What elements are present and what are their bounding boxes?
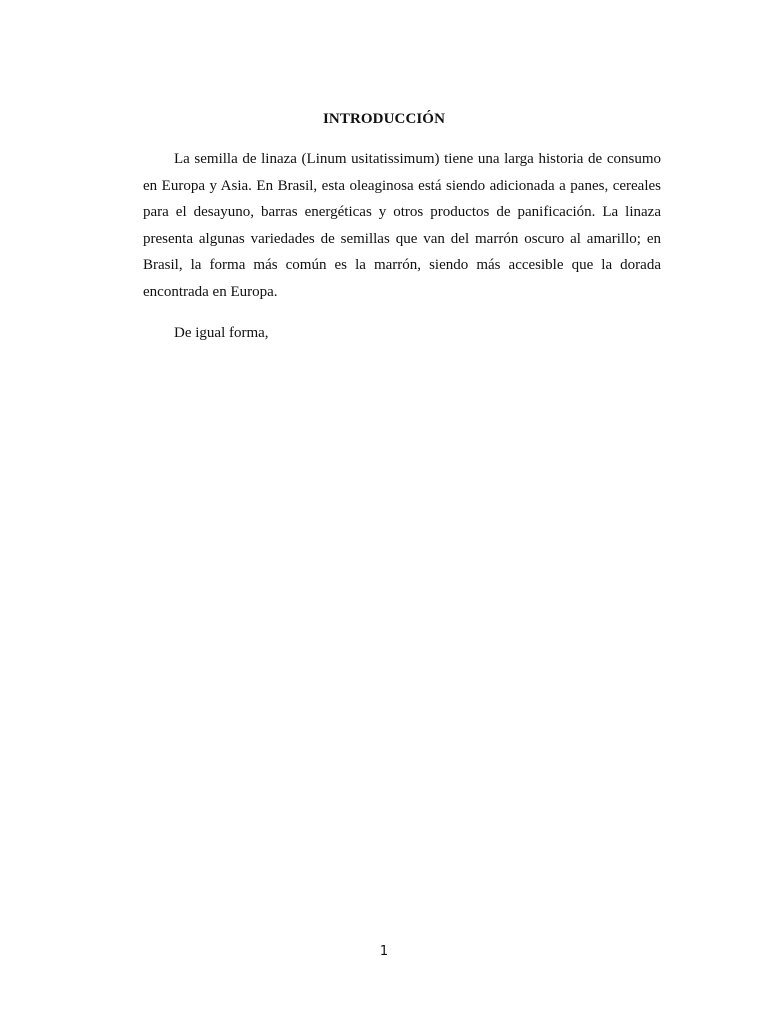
- paragraph-line: La semilla de linaza (Linum usitatissimum) tiene una larga historia de consumo: [174, 151, 661, 167]
- page-number: 1: [379, 944, 389, 959]
- body-paragraph: [143, 149, 661, 309]
- section-heading: INTRODUCCIÓN: [322, 111, 446, 127]
- body-paragraph: [143, 323, 661, 350]
- paragraph-line: en Europa y Asia. En Brasil, esta oleaginosa está siendo adicionada a panes, cereales: [143, 177, 661, 194]
- paragraph-line: presenta algunas variedades de semillas que van del marrón oscuro al amarillo; en: [143, 230, 661, 247]
- paragraph-line: encontrada en Europa.: [143, 283, 278, 300]
- paragraph-line: Brasil, la forma más común es la marrón, siendo más accesible que la dorada: [143, 257, 661, 274]
- paragraph-line: De igual forma,: [174, 325, 269, 341]
- paragraph-line: para el desayuno, barras energéticas y otros productos de panificación. La linaza: [143, 204, 661, 221]
